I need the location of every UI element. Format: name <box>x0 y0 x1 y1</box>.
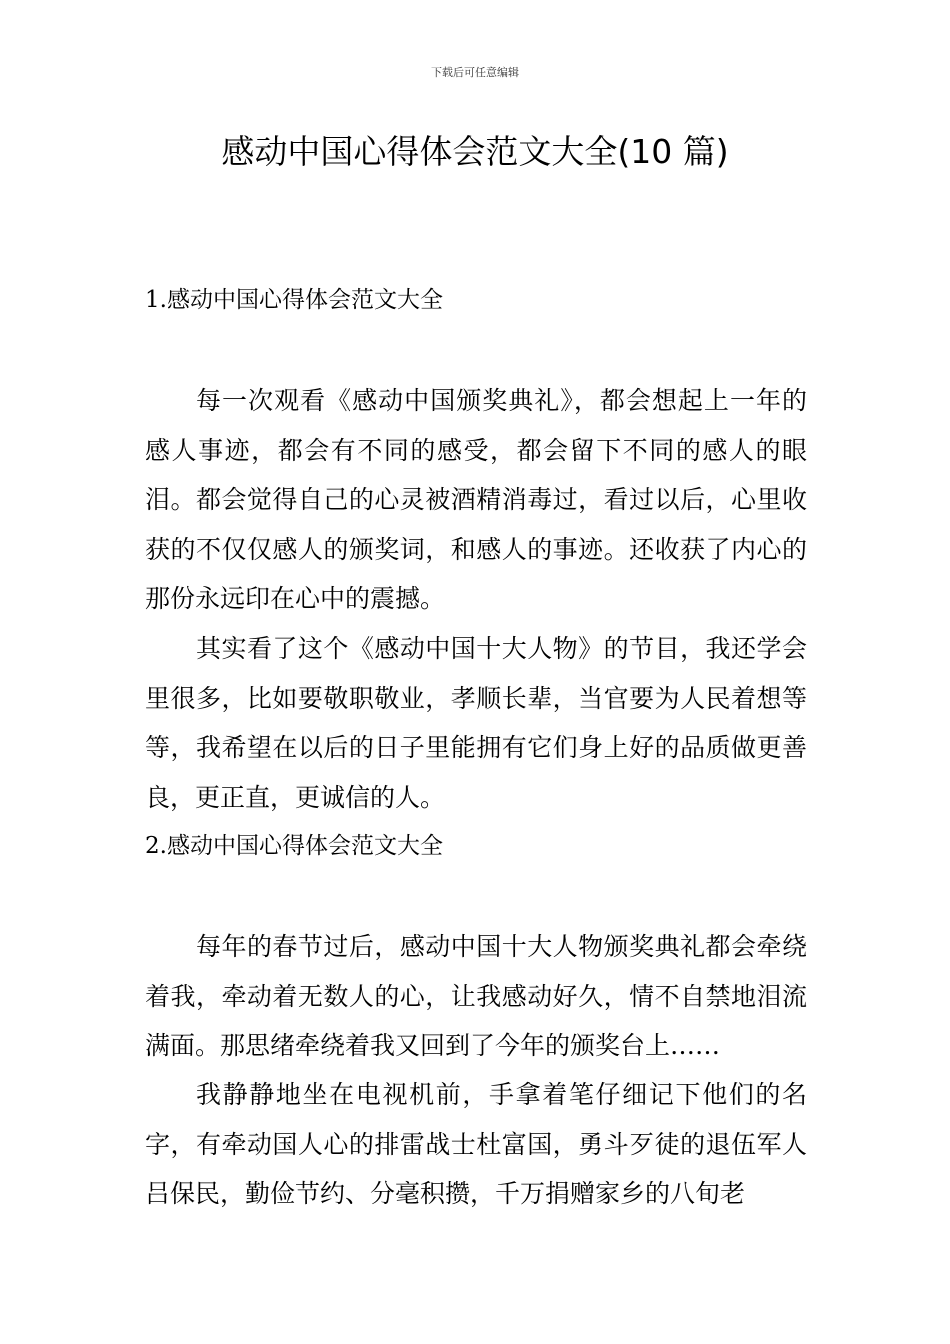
section-heading-2: 2.感动中国心得体会范文大全 <box>145 833 443 859</box>
document-title: 感动中国心得体会范文大全(10 篇) <box>221 132 729 171</box>
spacer <box>145 870 807 922</box>
paragraph: 每一次观看《感动中国颁奖典礼》，都会想起上一年的感人事迹，都会有不同的感受，都会留下不同的感人的眼泪。都会觉得自己的心灵被酒精消毒过，看过以后，心里收获的不仅仅感人的颁奖词，和感人的事迹。还收获了内心的那份永远印在心中的震撼。 <box>145 386 807 613</box>
section-heading-1: 1.感动中国心得体会范文大全 <box>145 287 443 313</box>
paragraph: 每年的春节过后，感动中国十大人物颁奖典礼都会牵绕着我，牵动着无数人的心，让我感动好久，情不自禁地泪流满面。那思绪牵绕着我又回到了今年的颁奖台上…… <box>145 932 807 1060</box>
document-body <box>145 276 807 1219</box>
paragraph: 我静静地坐在电视机前，手拿着笔仔细记下他们的名字，有牵动国人心的排雷战士杜富国，勇斗歹徒的退伍军人吕保民，勤俭节约、分毫积攒，千万捐赠家乡的八旬老 <box>145 1080 807 1208</box>
spacer <box>145 324 807 376</box>
paragraph: 其实看了这个《感动中国十大人物》的节目，我还学会里很多，比如要敬职敬业，孝顺长辈，当官要为人民着想等等，我希望在以后的日子里能拥有它们身上好的品质做更善良，更正直，更诚信的人。 <box>145 634 807 812</box>
header-note: 下载后可任意编辑 <box>431 66 519 79</box>
